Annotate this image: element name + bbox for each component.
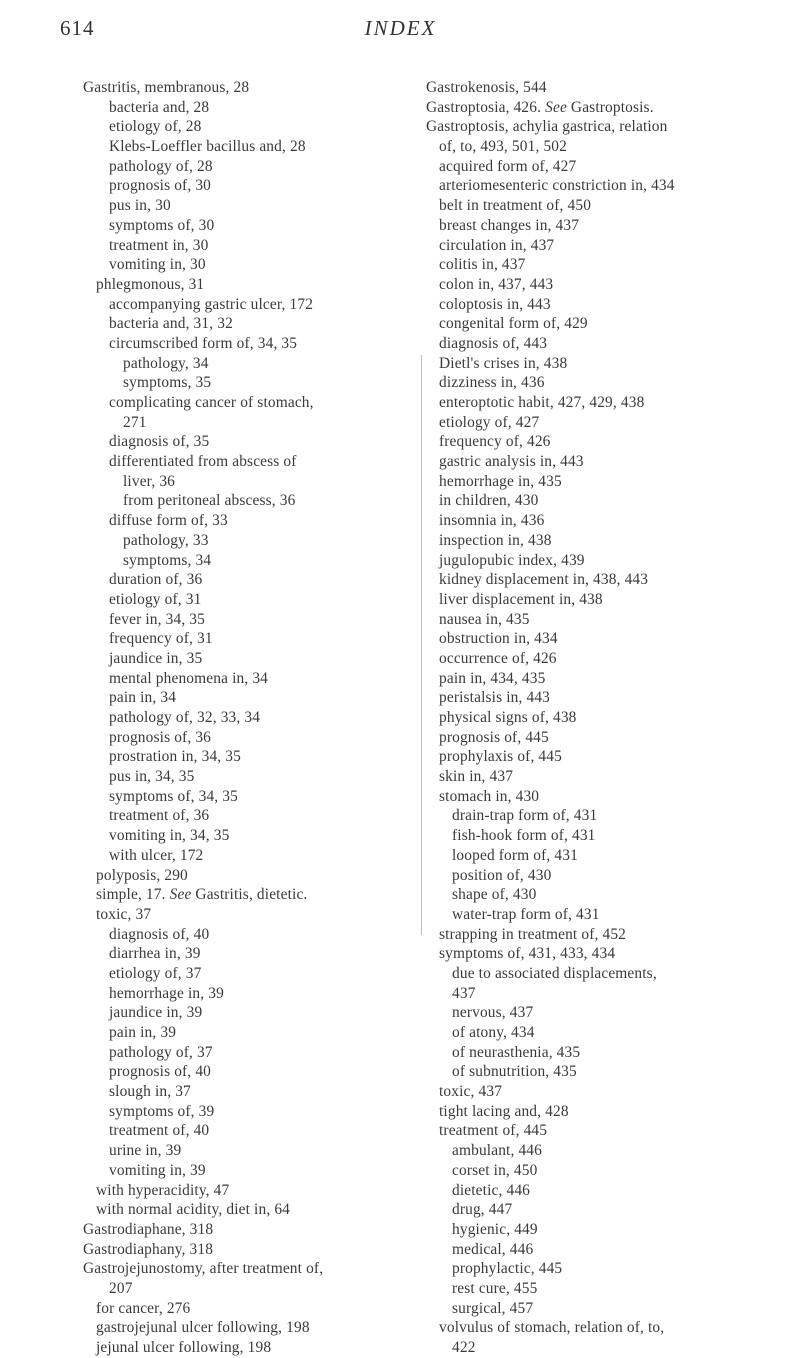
index-entry: pain in, 39: [109, 1024, 177, 1041]
index-entry: diagnosis of, 443: [439, 334, 548, 352]
index-entry: congenital form of, 429: [439, 315, 588, 333]
index-entry: Gastrodiaphane, 318: [83, 1220, 214, 1238]
index-entry: prognosis of, 30: [109, 177, 212, 195]
index-entry: with hyperacidity, 47: [96, 1181, 230, 1199]
index-entry: jaundice in, 39: [109, 1004, 203, 1022]
index-entry: diagnosis of, 35: [109, 433, 210, 451]
index-entry: Klebs-Loeffler bacillus and, 28: [109, 138, 306, 156]
index-entry: polyposis, 290: [96, 866, 188, 884]
index-entry: prostration in, 34, 35: [109, 748, 241, 766]
index-entry: pathology, 33: [123, 531, 209, 549]
index-entry: vomiting in, 34, 35: [109, 827, 230, 845]
index-entry: bacteria and, 31, 32: [109, 315, 233, 333]
index-entry: etiology of, 31: [109, 590, 202, 608]
index-entry: etiology of, 28: [109, 118, 202, 136]
index-entry: prognosis of, 445: [439, 728, 549, 746]
index-entry: nervous, 437: [452, 1004, 534, 1022]
index-entry: tight lacing and, 428: [439, 1102, 569, 1120]
index-entry: accompanying gastric ulcer, 172: [109, 295, 314, 313]
index-entry: diffuse form of, 33: [109, 512, 228, 530]
index-entry: frequency of, 426: [439, 433, 551, 451]
index-entry: gastric analysis in, 443: [439, 453, 584, 471]
index-entry: jaundice in, 35: [109, 649, 203, 667]
index-entry: drug, 447: [452, 1201, 513, 1219]
index-entry: liver, 36: [123, 472, 176, 490]
index-entry: prophylactic, 445: [452, 1260, 563, 1278]
index-entry: with ulcer, 172: [109, 846, 204, 864]
index-entry: pathology of, 32, 33, 34: [109, 709, 261, 726]
index-entry: skin in, 437: [439, 768, 514, 786]
index-entry: frequency of, 31: [109, 630, 213, 648]
index-entry: strapping in treatment of, 452: [439, 925, 627, 943]
index-entry: acquired form of, 427: [439, 157, 577, 175]
index-entry: jugulopubic index, 439: [439, 551, 585, 569]
index-entry: Gastrojejunostomy, after treatment of,: [83, 1260, 324, 1278]
index-entry: 422: [452, 1339, 476, 1356]
index-entry: simple, 17. See Gastritis, dietetic.: [96, 886, 308, 904]
index-entry: enteroptotic habit, 427, 429, 438: [439, 394, 645, 411]
index-entry: position of, 430: [452, 866, 552, 884]
index-entry: belt in treatment of, 450: [439, 197, 592, 215]
index-entry: liver displacement in, 438: [439, 590, 603, 608]
index-entry: toxic, 437: [439, 1083, 503, 1101]
index-entry: from peritoneal abscess, 36: [123, 492, 296, 510]
index-entry: kidney displacement in, 438, 443: [439, 571, 649, 589]
index-entry: prognosis of, 40: [109, 1063, 212, 1081]
index-entry: insomnia in, 436: [439, 512, 545, 530]
index-entry: etiology of, 427: [439, 413, 540, 431]
index-entry: pathology, 34: [123, 354, 209, 372]
index-entry: rest cure, 455: [452, 1279, 538, 1297]
index-entry: arteriomesenteric constriction in, 434: [439, 177, 675, 195]
index-entry: occurrence of, 426: [439, 649, 557, 667]
index-entry: treatment of, 36: [109, 807, 210, 825]
index-entry: pathology of, 28: [109, 157, 213, 175]
index-entry: medical, 446: [452, 1240, 534, 1258]
index-entry: symptoms of, 39: [109, 1102, 215, 1120]
index-entry: Gastroptosia, 426. See Gastroptosis.: [426, 98, 654, 116]
index-entry: treatment of, 40: [109, 1122, 210, 1140]
page-number: 614: [60, 16, 95, 40]
index-entry: symptoms of, 431, 433, 434: [439, 945, 616, 963]
index-entry: Gastrodiaphany, 318: [83, 1240, 214, 1258]
index-entry: ambulant, 446: [452, 1142, 543, 1160]
index-entry: slough in, 37: [109, 1083, 191, 1101]
index-entry: etiology of, 37: [109, 964, 202, 982]
index-entry: mental phenomena in, 34: [109, 669, 269, 687]
column-divider: [421, 355, 422, 935]
index-entry: breast changes in, 437: [439, 216, 580, 234]
running-head: INDEX: [364, 16, 437, 40]
index-entry: peristalsis in, 443: [439, 689, 551, 707]
index-entry: Gastritis, membranous, 28: [83, 79, 250, 96]
index-entry: corset in, 450: [452, 1161, 538, 1179]
index-entry: physical signs of, 438: [439, 709, 577, 726]
index-column-right: [426, 78, 796, 1358]
index-entry: water-trap form of, 431: [452, 905, 600, 923]
index-entry: coloptosis in, 443: [439, 295, 551, 313]
index-entry: vomiting in, 30: [109, 256, 206, 274]
index-entry: gastrojejunal ulcer following, 198: [96, 1319, 310, 1337]
index-entry: fish-hook form of, 431: [452, 827, 596, 845]
index-entry: volvulus of stomach, relation of, to,: [439, 1319, 665, 1337]
index-entry: circulation in, 437: [439, 236, 555, 254]
index-entry: urine in, 39: [109, 1142, 182, 1160]
index-entry: dizziness in, 436: [439, 374, 545, 392]
index-entry: complicating cancer of stomach,: [109, 394, 314, 411]
index-entry: 437: [452, 984, 476, 1002]
index-entry: treatment in, 30: [109, 236, 209, 254]
index-entry: with normal acidity, diet in, 64: [96, 1201, 291, 1219]
index-entry: pathology of, 37: [109, 1043, 213, 1061]
index-entry: differentiated from abscess of: [109, 453, 297, 471]
index-entry: of atony, 434: [452, 1024, 535, 1041]
index-entry: drain-trap form of, 431: [452, 807, 598, 825]
index-entry: of subnutrition, 435: [452, 1063, 577, 1081]
index-entry: circumscribed form of, 34, 35: [109, 334, 298, 352]
index-entry: for cancer, 276: [96, 1299, 191, 1317]
index-entry: dietetic, 446: [452, 1181, 531, 1199]
index-entry: bacteria and, 28: [109, 98, 210, 116]
index-entry: colon in, 437, 443: [439, 275, 554, 293]
index-entry: vomiting in, 39: [109, 1161, 206, 1179]
index-entry: duration of, 36: [109, 571, 203, 589]
index-entry: diarrhea in, 39: [109, 945, 201, 963]
index-entry: obstruction in, 434: [439, 630, 558, 648]
index-entry: 207: [109, 1279, 133, 1297]
index-entry: pus in, 30: [109, 197, 171, 215]
index-entry: prophylaxis of, 445: [439, 748, 562, 766]
index-entry: surgical, 457: [452, 1299, 534, 1317]
index-entry: pus in, 34, 35: [109, 768, 195, 786]
index-entry: treatment of, 445: [439, 1122, 548, 1140]
index-entry: prognosis of, 36: [109, 728, 212, 746]
index-entry: stomach in, 430: [439, 787, 540, 805]
index-entry: Dietl's crises in, 438: [439, 354, 568, 372]
index-entry: hygienic, 449: [452, 1220, 538, 1238]
page-header: [0, 16, 801, 64]
index-column-left: [83, 78, 425, 1358]
index-entry: 271: [123, 413, 147, 431]
index-entry: fever in, 34, 35: [109, 610, 205, 628]
index-entry: diagnosis of, 40: [109, 925, 210, 943]
index-entry: symptoms, 34: [123, 551, 212, 569]
index-entry: nausea in, 435: [439, 610, 530, 628]
index-entry: colitis in, 437: [439, 256, 526, 274]
index-entry: symptoms of, 30: [109, 216, 215, 234]
index-entry: symptoms of, 34, 35: [109, 787, 238, 805]
index-entry: toxic, 37: [96, 905, 152, 923]
index-entry: pain in, 34: [109, 689, 177, 707]
index-entry: of neurasthenia, 435: [452, 1043, 581, 1061]
index-entry: phlegmonous, 31: [96, 275, 205, 293]
index-entry: hemorrhage in, 435: [439, 472, 562, 490]
index-entry: in children, 430: [439, 492, 539, 510]
index-entry: jejunal ulcer following, 198: [96, 1339, 272, 1356]
index-entry: inspection in, 438: [439, 531, 552, 549]
index-entry: looped form of, 431: [452, 846, 578, 864]
index-entry: of, to, 493, 501, 502: [439, 138, 567, 156]
index-entry: shape of, 430: [452, 886, 537, 904]
index-entry: Gastroptosis, achylia gastrica, relation: [426, 118, 668, 136]
index-entry: Gastrokenosis, 544: [426, 79, 547, 96]
index-entry: symptoms, 35: [123, 374, 212, 392]
index-entry: hemorrhage in, 39: [109, 984, 224, 1002]
index-entry: due to associated displacements,: [452, 964, 657, 982]
index-entry: pain in, 434, 435: [439, 669, 546, 687]
